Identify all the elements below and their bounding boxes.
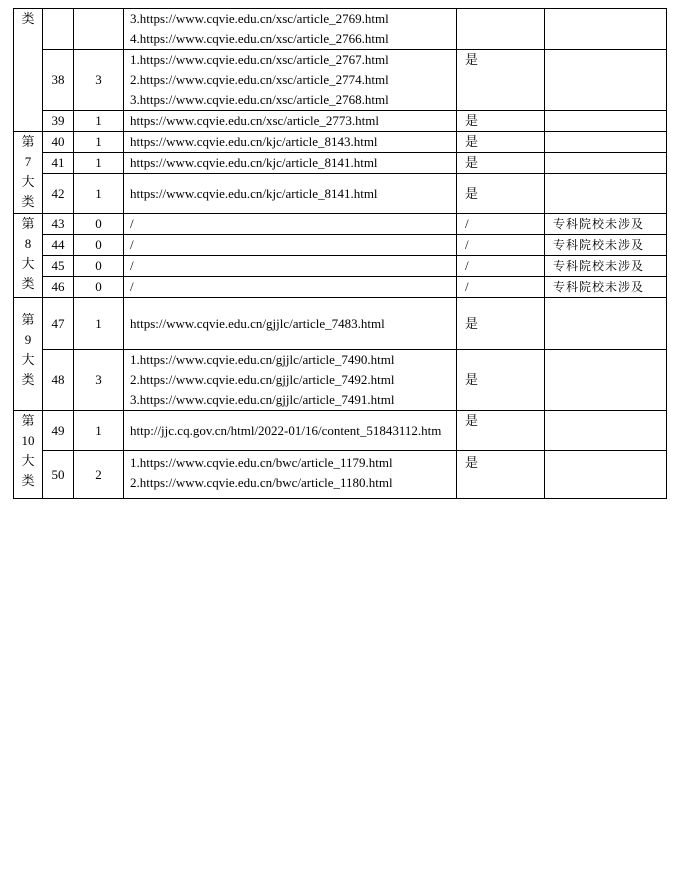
row-number: 43 [43, 214, 74, 235]
row-number: 39 [43, 111, 74, 132]
category-cell [14, 132, 43, 214]
category-cell [14, 9, 43, 132]
document-page [13, 8, 667, 499]
row-number: 48 [43, 350, 74, 411]
row-count: 1 [74, 411, 124, 451]
note-cell [545, 111, 667, 132]
url-cell [124, 235, 457, 256]
category-label: 大 [21, 256, 35, 271]
url-cell [124, 174, 457, 214]
note-cell [545, 132, 667, 153]
table-row [14, 256, 667, 277]
row-number: 45 [43, 256, 74, 277]
note-cell [545, 50, 667, 111]
url-link[interactable]: https://www.cqvie.edu.cn/gjjlc/article_7483.html [130, 315, 385, 331]
url-cell [124, 153, 457, 174]
url-link[interactable]: 3.https://www.cqvie.edu.cn/gjjlc/article_7491.html [130, 392, 395, 407]
note-cell [545, 411, 667, 451]
table-row [14, 9, 667, 50]
url-text: / [130, 216, 134, 231]
url-link[interactable]: 2.https://www.cqvie.edu.cn/xsc/article_2774.html [130, 72, 389, 87]
row-number: 49 [43, 411, 74, 451]
disclosed-cell: 是 [457, 451, 545, 499]
note-cell [545, 9, 667, 50]
row-number: 47 [43, 298, 74, 350]
url-cell [124, 451, 457, 499]
row-count: 1 [74, 298, 124, 350]
row-count: 2 [74, 451, 124, 499]
disclosure-table [13, 8, 667, 499]
table-row [14, 350, 667, 411]
table-row [14, 214, 667, 235]
disclosed-cell: / [457, 256, 545, 277]
category-label: 第 [21, 216, 35, 231]
category-label: 类 [21, 11, 35, 26]
disclosed-cell: / [457, 214, 545, 235]
table-row [14, 235, 667, 256]
disclosed-cell: 是 [457, 132, 545, 153]
table-row [14, 451, 667, 499]
row-count: 0 [74, 214, 124, 235]
note-cell: 专科院校未涉及 [545, 277, 667, 298]
table-row [14, 298, 667, 350]
category-label: 第 [21, 413, 35, 428]
row-count: 1 [74, 111, 124, 132]
category-label: 第 [21, 134, 35, 149]
row-count: 1 [74, 132, 124, 153]
row-count: 1 [74, 174, 124, 214]
category-label: 类 [21, 194, 35, 209]
url-cell [124, 50, 457, 111]
row-count: 0 [74, 277, 124, 298]
note-cell [545, 451, 667, 499]
url-link[interactable]: 1.https://www.cqvie.edu.cn/xsc/article_2767.html [130, 52, 389, 67]
url-text: / [130, 237, 134, 252]
row-count [74, 9, 124, 50]
url-cell [124, 111, 457, 132]
url-cell [124, 214, 457, 235]
url-cell [124, 350, 457, 411]
category-label: 大 [21, 352, 35, 367]
note-cell [545, 153, 667, 174]
category-label: 8 [24, 236, 32, 251]
category-label: 类 [21, 372, 35, 387]
category-label: 类 [21, 473, 35, 488]
table-row [14, 411, 667, 451]
category-label: 10 [21, 433, 35, 448]
url-link[interactable]: http://jjc.cq.gov.cn/html/2022-01/16/content_51843112.htm [130, 422, 442, 438]
disclosed-cell: 是 [457, 50, 545, 111]
url-cell [124, 256, 457, 277]
url-link[interactable]: 1.https://www.cqvie.edu.cn/bwc/article_1179.html [130, 455, 393, 470]
table-row [14, 174, 667, 214]
note-cell: 专科院校未涉及 [545, 235, 667, 256]
table-row [14, 111, 667, 132]
note-cell: 专科院校未涉及 [545, 256, 667, 277]
url-link[interactable]: 3.https://www.cqvie.edu.cn/xsc/article_2769.html [130, 11, 389, 26]
row-number: 41 [43, 153, 74, 174]
url-cell [124, 9, 457, 50]
url-link[interactable]: https://www.cqvie.edu.cn/kjc/article_8143.html [130, 134, 378, 149]
url-cell [124, 298, 457, 350]
row-number: 50 [43, 451, 74, 499]
row-number: 38 [43, 50, 74, 111]
category-label: 9 [24, 332, 32, 347]
note-cell [545, 174, 667, 214]
table-row [14, 277, 667, 298]
disclosed-cell: 是 [457, 411, 545, 451]
row-number [43, 9, 74, 50]
category-cell [14, 298, 43, 411]
note-cell: 专科院校未涉及 [545, 214, 667, 235]
category-label: 大 [21, 174, 35, 189]
url-cell [124, 132, 457, 153]
url-link[interactable]: 1.https://www.cqvie.edu.cn/gjjlc/article_7490.html [130, 352, 395, 367]
disclosed-cell: 是 [457, 298, 545, 350]
row-count: 3 [74, 50, 124, 111]
category-label: 大 [21, 453, 35, 468]
disclosed-cell: / [457, 277, 545, 298]
disclosed-cell: / [457, 235, 545, 256]
url-cell [124, 411, 457, 451]
category-label: 类 [21, 276, 35, 291]
category-label: 第 [21, 312, 35, 327]
row-count: 0 [74, 235, 124, 256]
url-link[interactable]: 3.https://www.cqvie.edu.cn/xsc/article_2768.html [130, 92, 389, 107]
url-link[interactable]: https://www.cqvie.edu.cn/kjc/article_8141.html [130, 185, 378, 201]
url-link[interactable]: 2.https://www.cqvie.edu.cn/gjjlc/article_7492.html [130, 372, 395, 387]
url-link[interactable]: 2.https://www.cqvie.edu.cn/bwc/article_1180.html [130, 475, 393, 490]
url-link[interactable]: https://www.cqvie.edu.cn/kjc/article_8141.html [130, 155, 378, 170]
note-cell [545, 350, 667, 411]
row-count: 3 [74, 350, 124, 411]
row-count: 1 [74, 153, 124, 174]
row-count: 0 [74, 256, 124, 277]
url-link[interactable]: https://www.cqvie.edu.cn/xsc/article_2773.html [130, 113, 379, 128]
row-number: 42 [43, 174, 74, 214]
category-label: 7 [24, 154, 32, 169]
disclosed-cell: 是 [457, 153, 545, 174]
disclosed-cell: 是 [457, 174, 545, 214]
url-link[interactable]: 4.https://www.cqvie.edu.cn/xsc/article_2766.html [130, 31, 389, 46]
url-cell [124, 277, 457, 298]
row-number: 40 [43, 132, 74, 153]
row-number: 46 [43, 277, 74, 298]
url-text: / [130, 279, 134, 294]
note-cell [545, 298, 667, 350]
disclosed-cell: 是 [457, 350, 545, 411]
disclosed-cell [457, 9, 545, 50]
url-text: / [130, 258, 134, 273]
category-cell [14, 214, 43, 298]
disclosed-cell: 是 [457, 111, 545, 132]
row-number: 44 [43, 235, 74, 256]
table-row [14, 50, 667, 111]
category-cell [14, 411, 43, 499]
table-row [14, 153, 667, 174]
table-row [14, 132, 667, 153]
